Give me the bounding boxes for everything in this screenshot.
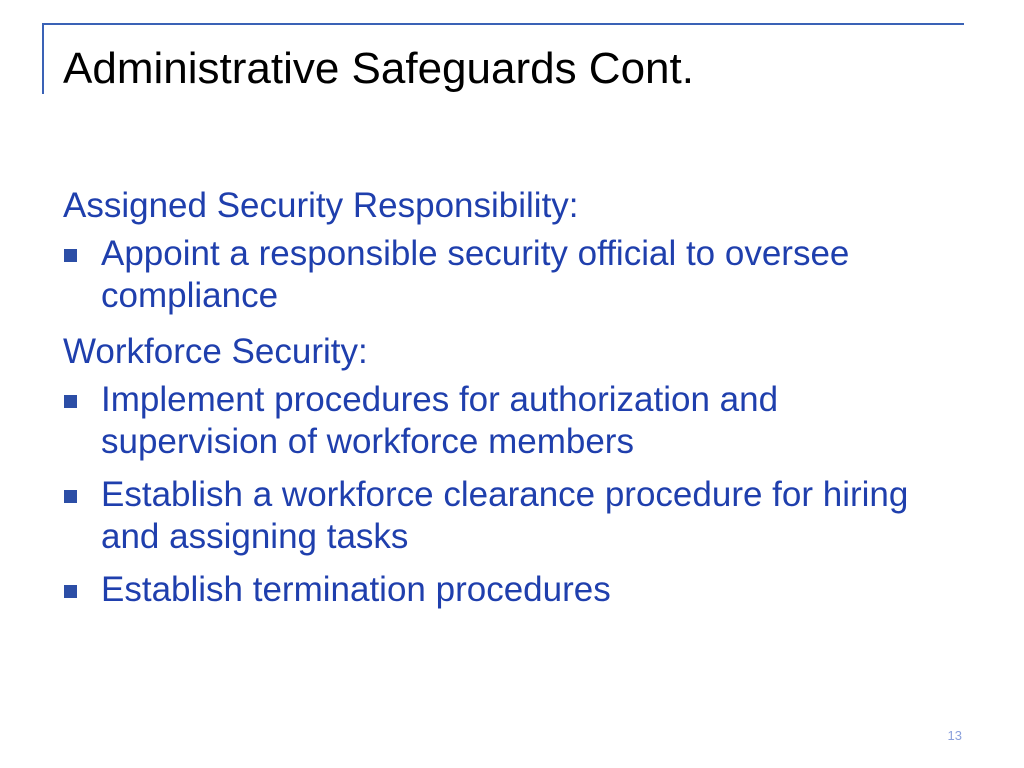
bullet-text: Appoint a responsible security official to oversee compliance	[101, 234, 850, 315]
section-heading: Workforce Security:	[63, 332, 368, 371]
bullet-item	[63, 569, 963, 611]
bullet-item	[63, 474, 963, 558]
bullet-list	[63, 233, 963, 317]
bullet-text: Establish termination procedures	[101, 570, 611, 609]
title-top-rule	[42, 23, 964, 25]
bullet-list	[63, 379, 963, 611]
square-bullet-icon	[64, 490, 77, 503]
page-number: 13	[947, 728, 962, 743]
bullet-text: Implement procedures for authorization and supervision of workforce members	[101, 380, 779, 461]
slide-title: Administrative Safeguards Cont.	[63, 44, 694, 93]
bullet-text: Establish a workforce clearance procedure for hiring and assigning tasks	[101, 475, 909, 556]
slide-content	[63, 185, 963, 625]
section-heading: Assigned Security Responsibility:	[63, 186, 579, 225]
square-bullet-icon	[64, 585, 77, 598]
square-bullet-icon	[64, 395, 77, 408]
bullet-item	[63, 379, 963, 463]
square-bullet-icon	[64, 249, 77, 262]
bullet-item	[63, 233, 963, 317]
title-left-rule	[42, 23, 44, 94]
